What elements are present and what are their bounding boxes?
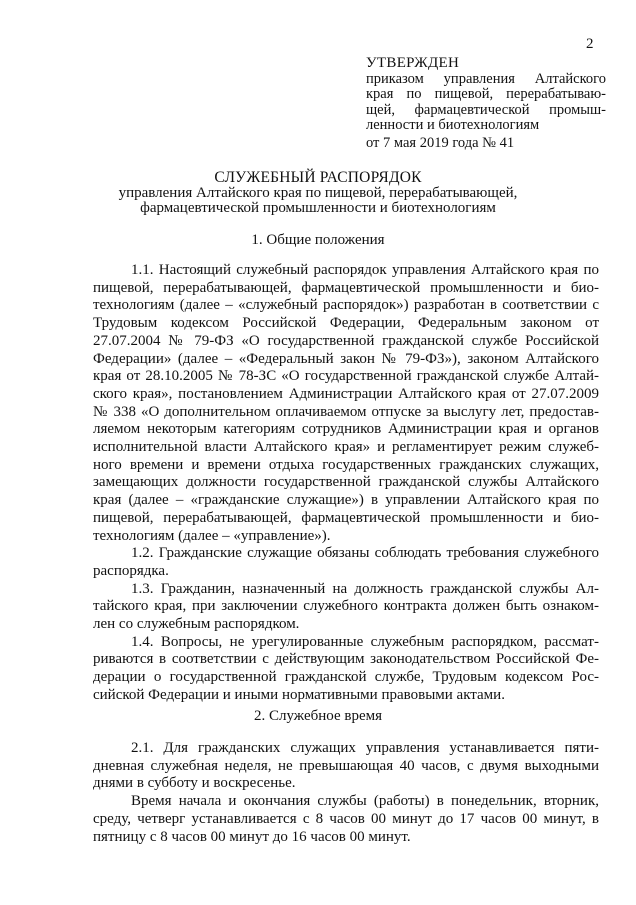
- text-line: распорядка.: [93, 562, 169, 579]
- title-subtitle-line: управления Алтайского края по пищевой, перерабатывающей,: [118, 184, 518, 201]
- text-line: Время начала и окончания службы (работы) в понедельник, вторник,: [131, 793, 599, 810]
- text-line: № 338 «О дополнительном оплачиваемом отпуске за выслугу лет, предостав-: [93, 403, 599, 420]
- text-line: 1.2. Гражданские служащие обязаны соблюдать требования служебного: [131, 545, 599, 562]
- text-line: Федерации» (далее – «Федеральный закон № 79-ФЗ»), законом Алтайского: [93, 350, 599, 367]
- text-line: технологиям (далее – «служебный распорядок») разработан в соответствии с: [93, 297, 599, 314]
- section-heading: 1. Общие положения: [251, 232, 385, 248]
- text-line: сийской Федерации и иными нормативными правовыми актами.: [93, 686, 505, 703]
- text-line: Трудовым кодексом Российской Федерации, Федеральным законом от: [93, 315, 599, 332]
- text-line: 1.3. Гражданин, назначенный на должность гражданской службы Ал-: [131, 580, 599, 597]
- approval-heading: УТВЕРЖДЕН: [366, 55, 460, 71]
- text-line: 27.07.2004 № 79-ФЗ «О государственной гражданской службе Российской: [93, 332, 599, 349]
- title-main: СЛУЖЕБНЫЙ РАСПОРЯДОК: [214, 169, 422, 186]
- text-line: тайского края, при заключении служебного контракта должен быть ознаком-: [93, 598, 599, 615]
- text-line: 1.4. Вопросы, не урегулированные служебным распорядком, рассмат-: [131, 633, 599, 650]
- text-line: пятницу с 8 часов 00 минут до 16 часов 00 минут.: [93, 828, 411, 845]
- text-line: 1.1. Настоящий служебный распорядок управления Алтайского края по: [131, 262, 599, 278]
- section-heading: 2. Служебное время: [254, 708, 382, 724]
- approval-line: щей, фармацевтической промыш-: [366, 101, 606, 118]
- approval-date: от 7 мая 2019 года № 41: [366, 134, 515, 151]
- text-line: ляемом некоторым категориям сотрудников Администрации края и органов: [93, 421, 599, 438]
- section-body: [93, 740, 599, 846]
- text-line: дневная служебная неделя, не превышающая 40 часов, с двумя выходными: [93, 757, 599, 774]
- text-line: ного времени и времени отдыха государственных гражданских служащих,: [93, 456, 599, 473]
- section-body: [93, 262, 599, 705]
- text-line: исполнительной власти Алтайского края» и регламентирует режим служеб-: [93, 439, 599, 456]
- text-line: ского края», постановлением Администрации Алтайского края от 27.07.2009: [93, 385, 599, 402]
- document-title: [0, 170, 636, 217]
- text-line: технологиям (далее – «управление»).: [93, 527, 331, 544]
- text-line: дерации о государственной гражданской службе, Трудовым кодексом Рос-: [93, 669, 599, 686]
- text-line: края от 28.10.2005 № 78-ЗС «О государственной гражданской службе Алтай-: [93, 368, 599, 385]
- text-line: лен со служебным распорядком.: [93, 616, 300, 633]
- title-subtitle-line: фармацевтической промышленности и биотехнологиям: [140, 200, 496, 216]
- text-line: пищевой, перерабатывающей, фармацевтической промышленности и био-: [93, 279, 599, 296]
- approval-line: ленности и биотехнологиям: [366, 117, 540, 133]
- text-line: 2.1. Для гражданских служащих управления устанавливается пяти-: [131, 740, 599, 756]
- text-line: среду, четверг устанавливается с 8 часов 00 минут до 17 часов 00 минут, в: [93, 810, 599, 827]
- text-line: замещающих должности государственной гражданской службы Алтайского: [93, 474, 599, 491]
- text-line: риваются в соответствии с действующим законодательством Российской Фе-: [93, 651, 599, 668]
- approval-line: приказом управления Алтайского: [366, 70, 606, 87]
- approval-line: края по пищевой, перерабатываю-: [366, 86, 606, 102]
- text-line: края (далее – «гражданские служащие») в управлении Алтайского края по: [93, 492, 599, 509]
- approval-block: [366, 56, 606, 151]
- text-line: днями в субботу и воскресенье.: [93, 775, 296, 792]
- page-number: 2: [586, 36, 594, 52]
- text-line: пищевой, перерабатывающей, фармацевтической промышленности и био-: [93, 509, 599, 526]
